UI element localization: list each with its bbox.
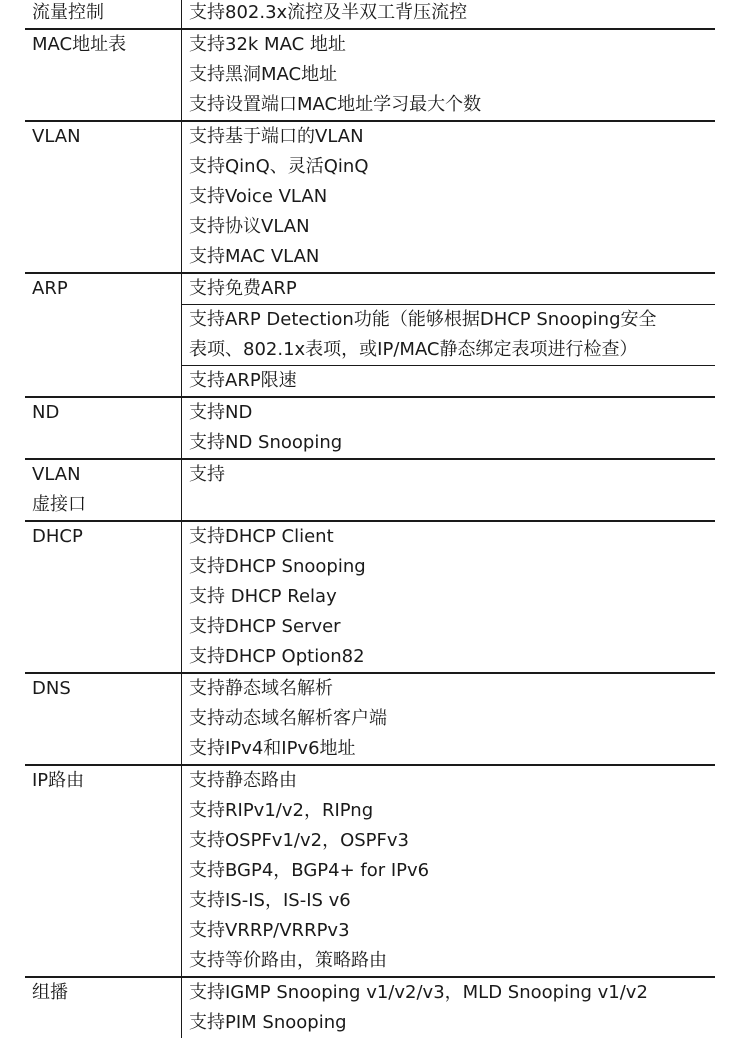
feature-cell bbox=[25, 977, 182, 1038]
spec-item: 支持Voice VLAN bbox=[189, 186, 328, 207]
spec-item: 支持ND bbox=[189, 402, 253, 423]
spec-item: 支持 bbox=[189, 464, 225, 485]
feature-cell bbox=[25, 459, 182, 521]
feature-cell bbox=[25, 673, 182, 765]
feature-cell bbox=[25, 273, 182, 397]
description-cell bbox=[182, 459, 716, 521]
description-cell bbox=[182, 273, 716, 397]
spec-item: 支持等价路由，策略路由 bbox=[189, 950, 387, 971]
spec-row-dhcp bbox=[25, 521, 715, 673]
spec-row-multicast bbox=[25, 977, 715, 1038]
spec-item: 支持VRRP/VRRPv3 bbox=[189, 920, 350, 941]
description-cell bbox=[182, 29, 716, 121]
spec-item: 支持32k MAC 地址 bbox=[189, 34, 346, 55]
spec-item bbox=[189, 490, 715, 520]
spec-item: 支持DHCP Snooping bbox=[189, 556, 366, 577]
description-cell bbox=[182, 397, 716, 459]
spec-item: 支持802.3x流控及半双工背压流控 bbox=[189, 2, 468, 23]
spec-item: 支持ND Snooping bbox=[189, 432, 343, 453]
spec-row-mac-table bbox=[25, 29, 715, 121]
feature-cell bbox=[25, 397, 182, 459]
feature-label: ARP bbox=[32, 278, 68, 299]
spec-item: 支持设置端口MAC地址学习最大个数 bbox=[189, 94, 482, 115]
feature-cell bbox=[25, 121, 182, 273]
spec-row-vlan bbox=[25, 121, 715, 273]
feature-label: ND bbox=[32, 402, 60, 423]
spec-item: 支持ARP Detection功能（能够根据DHCP Snooping安全 bbox=[182, 304, 715, 335]
spec-row-arp bbox=[25, 273, 715, 397]
spec-row-flow-control bbox=[25, 0, 715, 29]
spec-row-ip-routing bbox=[25, 765, 715, 977]
description-cell bbox=[182, 977, 716, 1038]
feature-label: 组播 bbox=[32, 982, 68, 1003]
description-cell bbox=[182, 0, 716, 29]
spec-item: 支持静态域名解析 bbox=[189, 678, 333, 699]
feature-label: DHCP bbox=[32, 526, 83, 547]
feature-label: 虚接口 bbox=[32, 494, 86, 515]
spec-item: 支持OSPFv1/v2，OSPFv3 bbox=[189, 830, 409, 851]
spec-item: 支持协议VLAN bbox=[189, 216, 310, 237]
description-cell bbox=[182, 121, 716, 273]
feature-cell bbox=[25, 765, 182, 977]
spec-item: 支持DHCP Client bbox=[189, 526, 334, 547]
description-cell bbox=[182, 521, 716, 673]
feature-label: 流量控制 bbox=[32, 2, 104, 23]
spec-item: 支持IS-IS，IS-IS v6 bbox=[189, 890, 351, 911]
feature-label: VLAN bbox=[32, 464, 81, 485]
spec-item: 支持QinQ、灵活QinQ bbox=[189, 156, 369, 177]
spec-row-dns bbox=[25, 673, 715, 765]
spec-row-nd bbox=[25, 397, 715, 459]
spec-item: 支持ARP限速 bbox=[182, 365, 715, 396]
description-cell bbox=[182, 673, 716, 765]
feature-cell bbox=[25, 0, 182, 29]
spec-item: 支持免费ARP bbox=[189, 278, 297, 299]
feature-cell bbox=[25, 521, 182, 673]
spec-item: 支持DHCP Server bbox=[189, 616, 341, 637]
spec-item: 支持IGMP Snooping v1/v2/v3，MLD Snooping v1/v2 bbox=[189, 982, 648, 1003]
spec-item: 支持 DHCP Relay bbox=[189, 586, 337, 607]
spec-item: 支持黑洞MAC地址 bbox=[189, 64, 338, 85]
spec-item: 支持RIPv1/v2，RIPng bbox=[189, 800, 374, 821]
feature-cell bbox=[25, 29, 182, 121]
feature-label: IP路由 bbox=[32, 770, 85, 791]
spec-item: 支持DHCP Option82 bbox=[189, 646, 365, 667]
spec-item: 支持MAC VLAN bbox=[189, 246, 320, 267]
spec-item: 支持PIM Snooping bbox=[189, 1012, 347, 1033]
feature-label: DNS bbox=[32, 678, 71, 699]
feature-label: VLAN bbox=[32, 126, 81, 147]
spec-row-vlan-interface bbox=[25, 459, 715, 521]
description-cell bbox=[182, 765, 716, 977]
spec-item: 支持动态域名解析客户端 bbox=[189, 708, 387, 729]
spec-item: 支持BGP4，BGP4+ for IPv6 bbox=[189, 860, 430, 881]
spec-item: 支持基于端口的VLAN bbox=[189, 126, 364, 147]
spec-item: 表项、802.1x表项，或IP/MAC静态绑定表项进行检查） bbox=[189, 339, 638, 360]
feature-label: MAC地址表 bbox=[32, 34, 127, 55]
spec-table bbox=[25, 0, 715, 1038]
spec-item: 支持IPv4和IPv6地址 bbox=[189, 738, 356, 759]
spec-item: 支持静态路由 bbox=[189, 770, 297, 791]
